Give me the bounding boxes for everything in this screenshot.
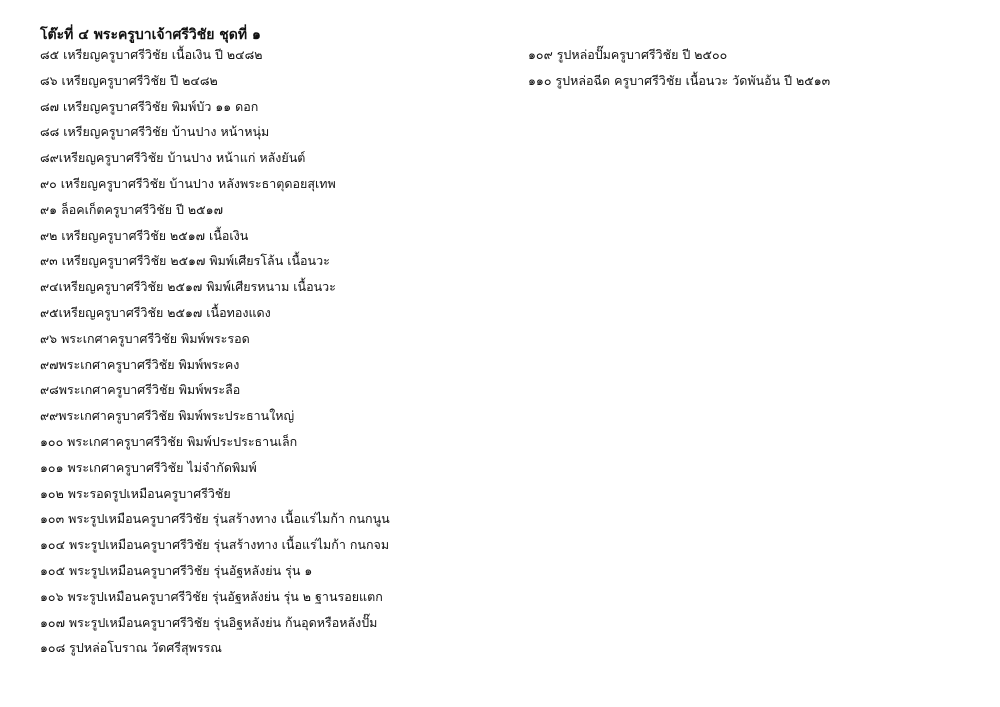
list-item: ๑๐๗ พระรูปเหมือนครูบาศรีวิชัย รุ่นอิฐหลังย่น ก้นอุดหรือหลังปั๊ม xyxy=(40,614,378,630)
list-item: ๘๙เหรียญครูบาศรีวิชัย บ้านปาง หน้าแก่ หลังยันต์ xyxy=(40,150,306,166)
list-item: ๑๐๑ พระเกศาครูบาศรีวิชัย ไม่จำกัดพิมพ์ xyxy=(40,459,257,475)
list-item: ๙๙พระเกศาครูบาศรีวิชัย พิมพ์พระประธานใหญ่ xyxy=(40,408,295,424)
list-item: ๙๐ เหรียญครูบาศรีวิชัย บ้านปาง หลังพระธาตุดอยสุเทพ xyxy=(40,175,336,191)
list-item: ๑๐๔ พระรูปเหมือนครูบาศรีวิชัย รุ่นสร้างทาง เนื้อแร่ไมก้า กนกจม xyxy=(40,537,390,553)
item-list-right xyxy=(528,42,968,94)
list-item: ๙๖ พระเกศาครูบาศรีวิชัย พิมพ์พระรอด xyxy=(40,330,250,346)
item-list-left xyxy=(40,42,510,661)
list-item: ๑๑๐ รูปหล่อฉีด ครูบาศรีวิชัย เนื้อนวะ วัดพันอ้น ปี ๒๕๑๓ xyxy=(528,72,831,88)
list-item: ๙๘พระเกศาครูบาศรีวิชัย พิมพ์พระลือ xyxy=(40,382,241,398)
list-item: ๙๒ เหรียญครูบาศรีวิชัย ๒๕๑๗ เนื้อเงิน xyxy=(40,227,249,243)
list-item: ๑๐๐ พระเกศาครูบาศรีวิชัย พิมพ์ประประธานเล็ก xyxy=(40,433,298,449)
list-item: ๑๐๒ พระรอดรูปเหมือนครูบาศรีวิชัย xyxy=(40,485,231,501)
page-title: โต๊ะที่ ๔ พระครูบาเจ้าศรีวิชัย ชุดที่ ๑ xyxy=(40,27,261,43)
list-item: ๙๑ ล็อคเก็ตครูบาศรีวิชัย ปี ๒๕๑๗ xyxy=(40,201,223,217)
list-item: ๑๐๘ รูปหล่อโบราณ วัดศรีสุพรรณ xyxy=(40,640,222,656)
list-item: ๘๗ เหรียญครูบาศรีวิชัย พิมพ์บัว ๑๑ ดอก xyxy=(40,98,259,114)
list-item: ๑๐๓ พระรูปเหมือนครูบาศรีวิชัย รุ่นสร้างทาง เนื้อแร่ไมก้า กนกนูน xyxy=(40,511,390,527)
list-item: ๙๗พระเกศาครูบาศรีวิชัย พิมพ์พระคง xyxy=(40,356,240,372)
list-item: ๙๓ เหรียญครูบาศรีวิชัย ๒๕๑๗ พิมพ์เศียรโล้น เนื้อนวะ xyxy=(40,253,330,269)
list-item: ๘๖ เหรียญครูบาศรีวิชัย ปี ๒๔๘๒ xyxy=(40,72,218,88)
list-item: ๑๐๕ พระรูปเหมือนครูบาศรีวิชัย รุ่นอัฐหลังย่น รุ่น ๑ xyxy=(40,562,313,578)
list-item: ๑๐๙ รูปหล่อปั๊มครูบาศรีวิชัย ปี ๒๕๐๐ xyxy=(528,47,728,62)
list-item: ๙๔เหรียญครูบาศรีวิชัย ๒๕๑๗ พิมพ์เศียรหนาม เนื้อนวะ xyxy=(40,279,336,295)
list-item: ๑๐๖ พระรูปเหมือนครูบาศรีวิชัย รุ่นอัฐหลังย่น รุ่น ๒ ฐานรอยแตก xyxy=(40,588,383,604)
list-item: ๘๘ เหรียญครูบาศรีวิชัย บ้านปาง หน้าหนุ่ม xyxy=(40,124,270,140)
list-item: ๘๕ เหรียญครูบาศรีวิชัย เนื้อเงิน ปี ๒๔๘๒ xyxy=(40,47,263,62)
list-item: ๙๕เหรียญครูบาศรีวิชัย ๒๕๑๗ เนื้อทองแดง xyxy=(40,304,271,320)
